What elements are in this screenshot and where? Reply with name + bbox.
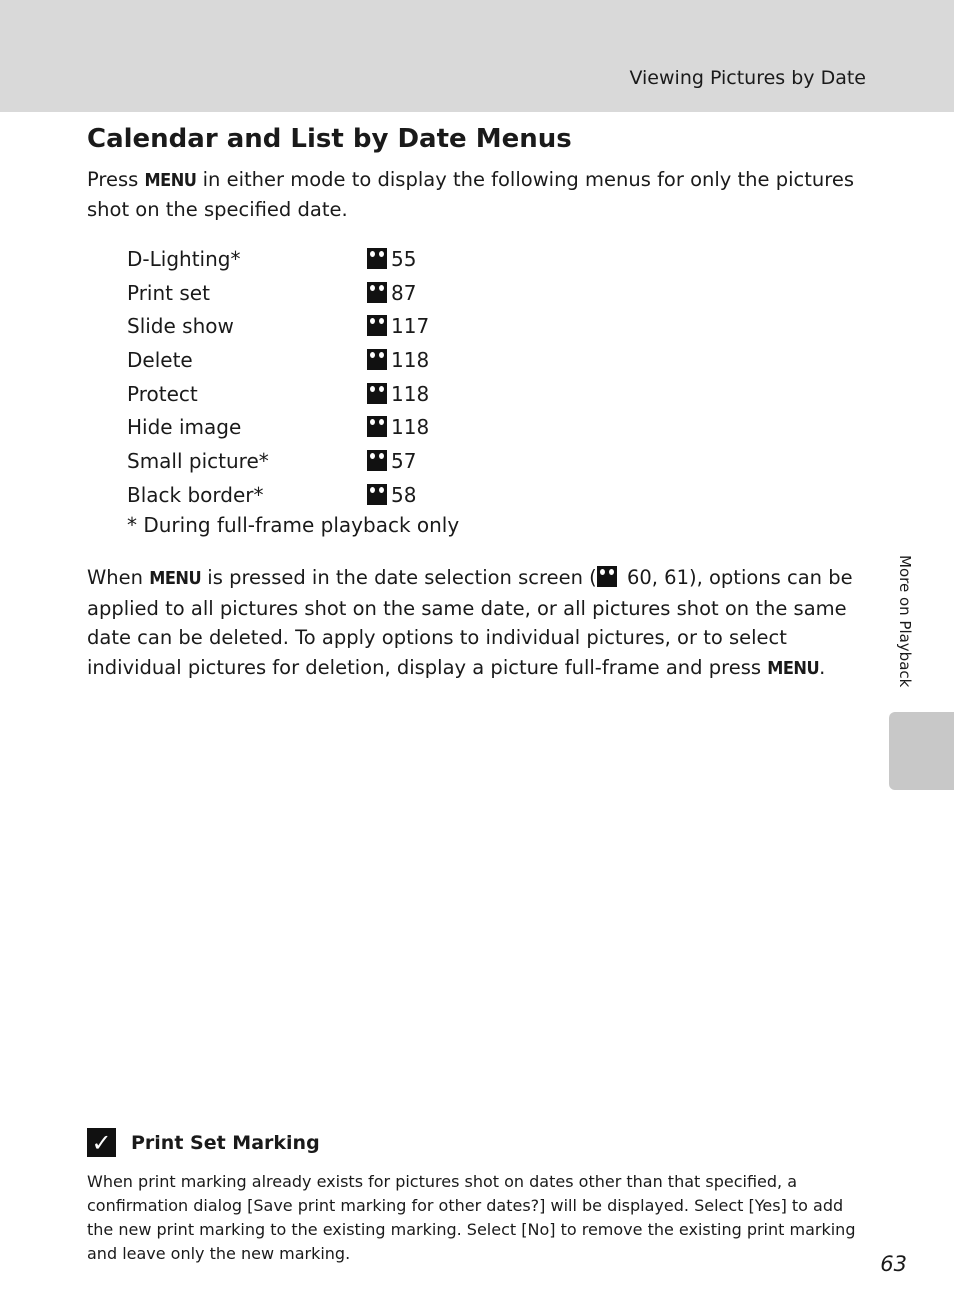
- note-text: When print marking already exists for pictures shot on dates other than that specified, a confirmation dialog [Save print marking for other dates?] will be displayed. Select [Yes] to add the new print marking to the existing marking. Select [No] to remove the existing print marking and leave only the new marking.: [87, 1172, 856, 1263]
- page-number-ref: 87: [391, 280, 417, 305]
- list-item: [127, 479, 547, 513]
- menu-item-label: Black border*: [127, 482, 264, 507]
- page-number-ref: 55: [391, 247, 417, 271]
- page-reference: [367, 479, 416, 513]
- body-ref-pages: 60, 61: [620, 566, 689, 589]
- intro-text-before: Press: [87, 168, 145, 191]
- note-title: Print Set Marking: [131, 1131, 320, 1154]
- footnote: * During full-frame playback only: [127, 513, 460, 537]
- menu-button-icon: MENU: [149, 568, 202, 589]
- list-item: [127, 243, 547, 277]
- page-number: 63: [880, 1252, 907, 1276]
- intro-paragraph: [87, 165, 877, 224]
- page-reference: [367, 277, 416, 311]
- list-item: [127, 277, 547, 311]
- page-number-ref: 118: [391, 381, 430, 406]
- page-reference-icon: [367, 416, 387, 437]
- body-text-3: ), options can be applied to all pictures shot on the same date, or all pictures shot on the same date can be deleted. To apply options to individual pictures, or to select individual pictures for deletion, display a picture full-frame and press: [87, 566, 853, 679]
- menu-item-label: Small picture*: [127, 449, 269, 474]
- page-reference-icon: [367, 484, 387, 505]
- page-heading: Calendar and List by Date Menus: [87, 124, 572, 154]
- page-reference-icon: [367, 315, 387, 336]
- body-paragraph: [87, 563, 877, 683]
- list-item: [127, 445, 547, 479]
- page-reference-icon: [367, 248, 387, 269]
- body-text-1: When: [87, 566, 150, 589]
- menu-item-label: Hide image: [127, 415, 242, 440]
- page-number-ref: 118: [391, 415, 430, 440]
- list-item: [127, 310, 547, 344]
- page-reference: [367, 445, 416, 479]
- page-reference-icon: [597, 566, 617, 587]
- page-reference-icon: [367, 349, 387, 370]
- page-reference: [367, 411, 429, 445]
- page-reference-icon: [367, 282, 387, 303]
- menu-item-label: D-Lighting*: [127, 247, 241, 271]
- list-item: [127, 344, 547, 378]
- menu-button-icon: MENU: [767, 657, 820, 679]
- page-reference: [367, 378, 429, 412]
- page-number-ref: 117: [391, 314, 430, 339]
- intro-text-after: in either mode to display the following menus for only the pictures shot on the specified date.: [87, 168, 854, 221]
- page-reference: [367, 344, 429, 378]
- page-reference: [367, 310, 429, 344]
- page-reference-icon: [367, 450, 387, 471]
- list-item: [127, 411, 547, 445]
- menu-item-label: Protect: [127, 381, 198, 406]
- body-text-end: .: [819, 655, 826, 679]
- menu-item-label: Slide show: [127, 314, 234, 339]
- side-tab: [889, 712, 954, 790]
- list-item: [127, 378, 547, 412]
- menu-item-label: Delete: [127, 348, 193, 373]
- menu-item-label: Print set: [127, 280, 210, 305]
- side-tab-label: More on Playback: [896, 555, 914, 688]
- page-reference: [367, 243, 416, 277]
- menu-list: [127, 243, 547, 513]
- page-number-ref: 57: [391, 449, 417, 474]
- page-number-ref: 58: [391, 482, 417, 507]
- header-band: [0, 0, 954, 112]
- body-text-2: is pressed in the date selection screen (: [201, 566, 597, 589]
- note-header: [87, 1128, 320, 1157]
- menu-button-icon: MENU: [144, 170, 197, 191]
- page-reference-icon: [367, 383, 387, 404]
- section-title: Viewing Pictures by Date: [629, 67, 866, 89]
- page-number-ref: 118: [391, 348, 430, 373]
- checkmark-icon: ✓: [87, 1128, 116, 1157]
